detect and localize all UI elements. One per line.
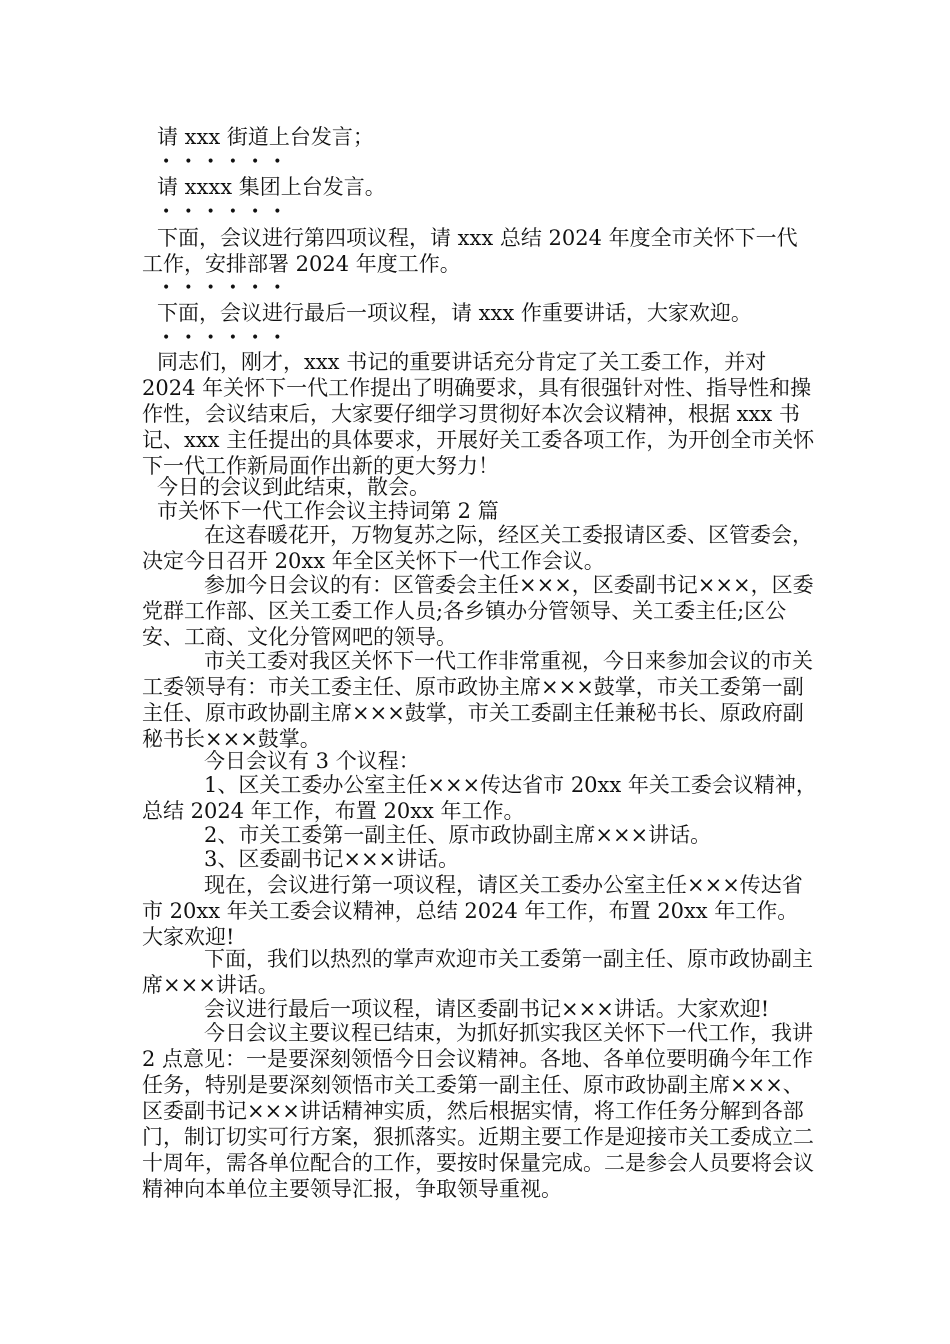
- list-item: 3、区委副书记×××讲话。: [204, 847, 460, 871]
- dot-separator: ••••••: [162, 330, 296, 346]
- paragraph: 同志们，刚才，xxx 书记的重要讲话充分肯定了关工委工作，并对 2024 年关怀下一代工作提出了明确要求，具有很强针对性、指导性和操作性，会议结束后，大家要仔细学习贯彻好本次会议精神，根据 xxx 书记、xxx 主任提出的具体要求，开展好关工委各项工作，为开创全市关怀下一代工作新局面作出新的更大努力！: [142, 350, 815, 478]
- paragraph: 下面，会议进行第四项议程，请 xxx 总结 2024 年度全市关怀下一代工作，安排部署 2024 年度工作。: [142, 226, 798, 276]
- paragraph: 下面，会议进行最后一项议程，请 xxx 作重要讲话，大家欢迎。: [157, 301, 752, 325]
- paragraph: 参加今日会议的有：区管委会主任×××，区委副书记×××，区委党群工作部、区关工委工作人员;各乡镇办分管领导、关工委主任;区公安、工商、文化分管网吧的领导。: [142, 573, 814, 649]
- section-title: 市关怀下一代工作会议主持词第 2 篇: [157, 499, 499, 523]
- paragraph: 会议进行最后一项议程，请区委副书记×××讲话。大家欢迎!: [204, 997, 770, 1021]
- dot-separator: ••••••: [162, 280, 296, 296]
- paragraph: 下面，我们以热烈的掌声欢迎市关工委第一副主任、原市政协副主席×××讲话。: [142, 947, 813, 997]
- paragraph: 请 xxxx 集团上台发言。: [157, 175, 386, 199]
- dot-separator: ••••••: [162, 154, 296, 170]
- list-item: 1、区关工委办公室主任×××传达省市 20xx 年关工委会议精神，总结 2024 年工作，布置 20xx 年工作。: [142, 773, 817, 823]
- paragraph: 请 xxx 街道上台发言；: [157, 125, 374, 149]
- paragraph: 在这春暖花开，万物复苏之际，经区关工委报请区委、区管委会，决定今日召开 20xx 年全区关怀下一代工作会议。: [142, 523, 813, 573]
- paragraph: 现在，会议进行第一项议程，请区关工委办公室主任×××传达省市 20xx 年关工委会议精神，总结 2024 年工作，布置 20xx 年工作。大家欢迎!: [142, 873, 803, 949]
- paragraph: 今日会议主要议程已结束，为抓好抓实我区关怀下一代工作，我讲 2 点意见：一是要深刻领悟今日会议精神。各地、各单位要明确今年工作任务，特别是要深刻领悟市关工委第一副主任、原市政协副主席×××、区委副书记×××讲话精神实质，然后根据实情，将工作任务分解到各部门，制订切实可行方案，狠抓落实。近期主要工作是迎接市关工委成立二十周年，需各单位配合的工作，要按时保量完成。二是参会人员要将会议精神向本单位主要领导汇报，争取领导重视。: [142, 1021, 814, 1201]
- dot-separator: ••••••: [162, 204, 296, 220]
- paragraph: 今日的会议到此结束，散会。: [157, 475, 430, 499]
- paragraph: 市关工委对我区关怀下一代工作非常重视，今日来参加会议的市关工委领导有：市关工委主任、原市政协主席×××鼓掌，市关工委第一副主任、原市政协副主席×××鼓掌，市关工委副主任兼秘书长、原政府副秘书长×××鼓掌。: [142, 649, 813, 751]
- list-item: 2、市关工委第一副主任、原市政协副主席×××讲话。: [204, 823, 712, 847]
- paragraph: 今日会议有 3 个议程：: [204, 749, 420, 773]
